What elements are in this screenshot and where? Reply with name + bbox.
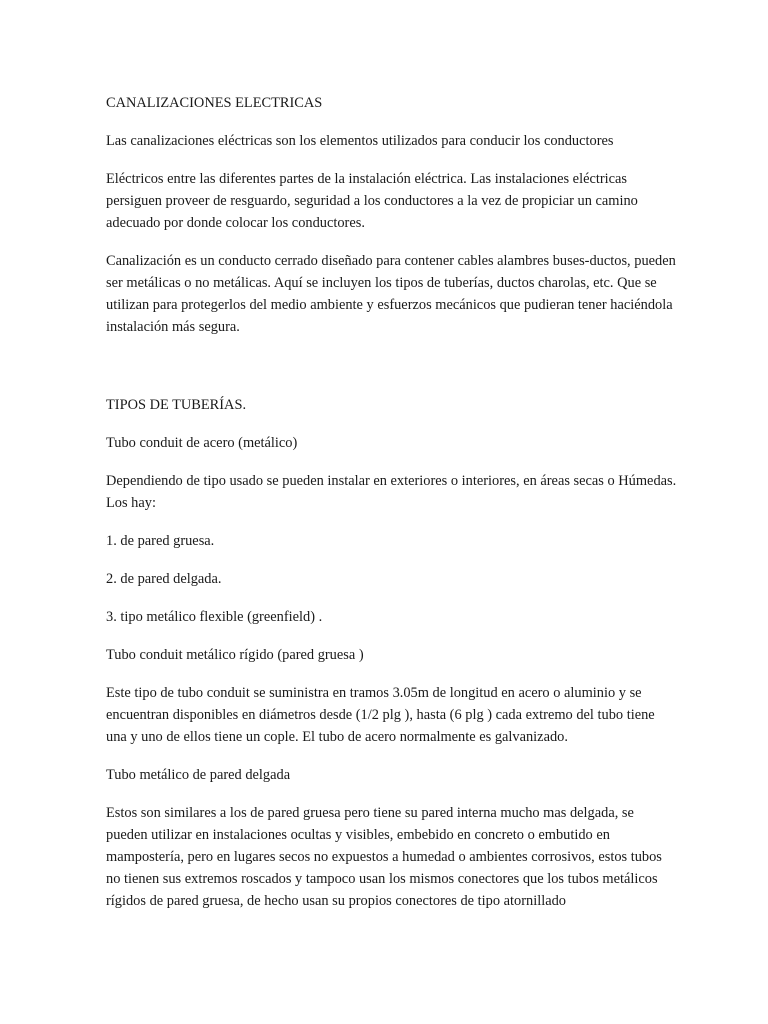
document-title: CANALIZACIONES ELECTRICAS [106,95,323,111]
paragraph-5: Estos son similares a los de pared gruesa pero tiene su pared interna mucho mas delgada, se pueden utilizar en instalaciones ocultas y visibles, embebido en concreto o embutido en mampostería, pero en lugares secos no expuestos a humedad o ambientes corrosivos, estos tubos no tienen sus extremos roscados y tampoco usan los mismos conectores que los tubos metálicos rígidos de pared gruesa, de hecho usan su propios conectores de tipo atornillado [106,805,662,909]
document-body [106,92,678,928]
paragraph-2: Canalización es un conducto cerrado diseñado para contener cables alambres buses-ductos, pueden ser metálicas o no metálicas. Aquí se incluyen los tipos de tuberías, ductos charolas, etc. Que se utilizan para protegerlos del medio ambiente y esfuerzos mecánicos que pudieran tener haciéndola instalación más segura. [106,253,676,335]
paragraph-4: Este tipo de tubo conduit se suministra en tramos 3.05m de longitud en acero o aluminio y se encuentran disponibles en diámetros desde (1/2 plg ), hasta (6 plg ) cada extremo del tubo tiene una y uno de ellos tiene un cople. El tubo de acero normalmente es galvanizado. [106,685,655,745]
subheading-conduit-acero: Tubo conduit de acero (metálico) [106,435,298,451]
subheading-pared-gruesa: Tubo conduit metálico rígido (pared gruesa ) [106,647,364,663]
section-gap [106,354,678,394]
list-item: 3. tipo metálico flexible (greenfield) . [106,609,323,625]
paragraph-3: Dependiendo de tipo usado se pueden instalar en exteriores o interiores, en áreas secas o Húmedas. Los hay: [106,473,677,511]
list-item: 2. de pared delgada. [106,571,222,587]
intro-paragraph: Las canalizaciones eléctricas son los elementos utilizados para conducir los conductores [106,133,614,149]
section-title: TIPOS DE TUBERÍAS. [106,397,247,413]
subheading-pared-delgada: Tubo metálico de pared delgada [106,767,291,783]
list-item: 1. de pared gruesa. [106,533,215,549]
paragraph-1: Eléctricos entre las diferentes partes de la instalación eléctrica. Las instalaciones eléctricas persiguen proveer de resguardo, seguridad a los conductores a la vez de propiciar un camino adecuado por donde colocar los conductores. [106,171,638,231]
